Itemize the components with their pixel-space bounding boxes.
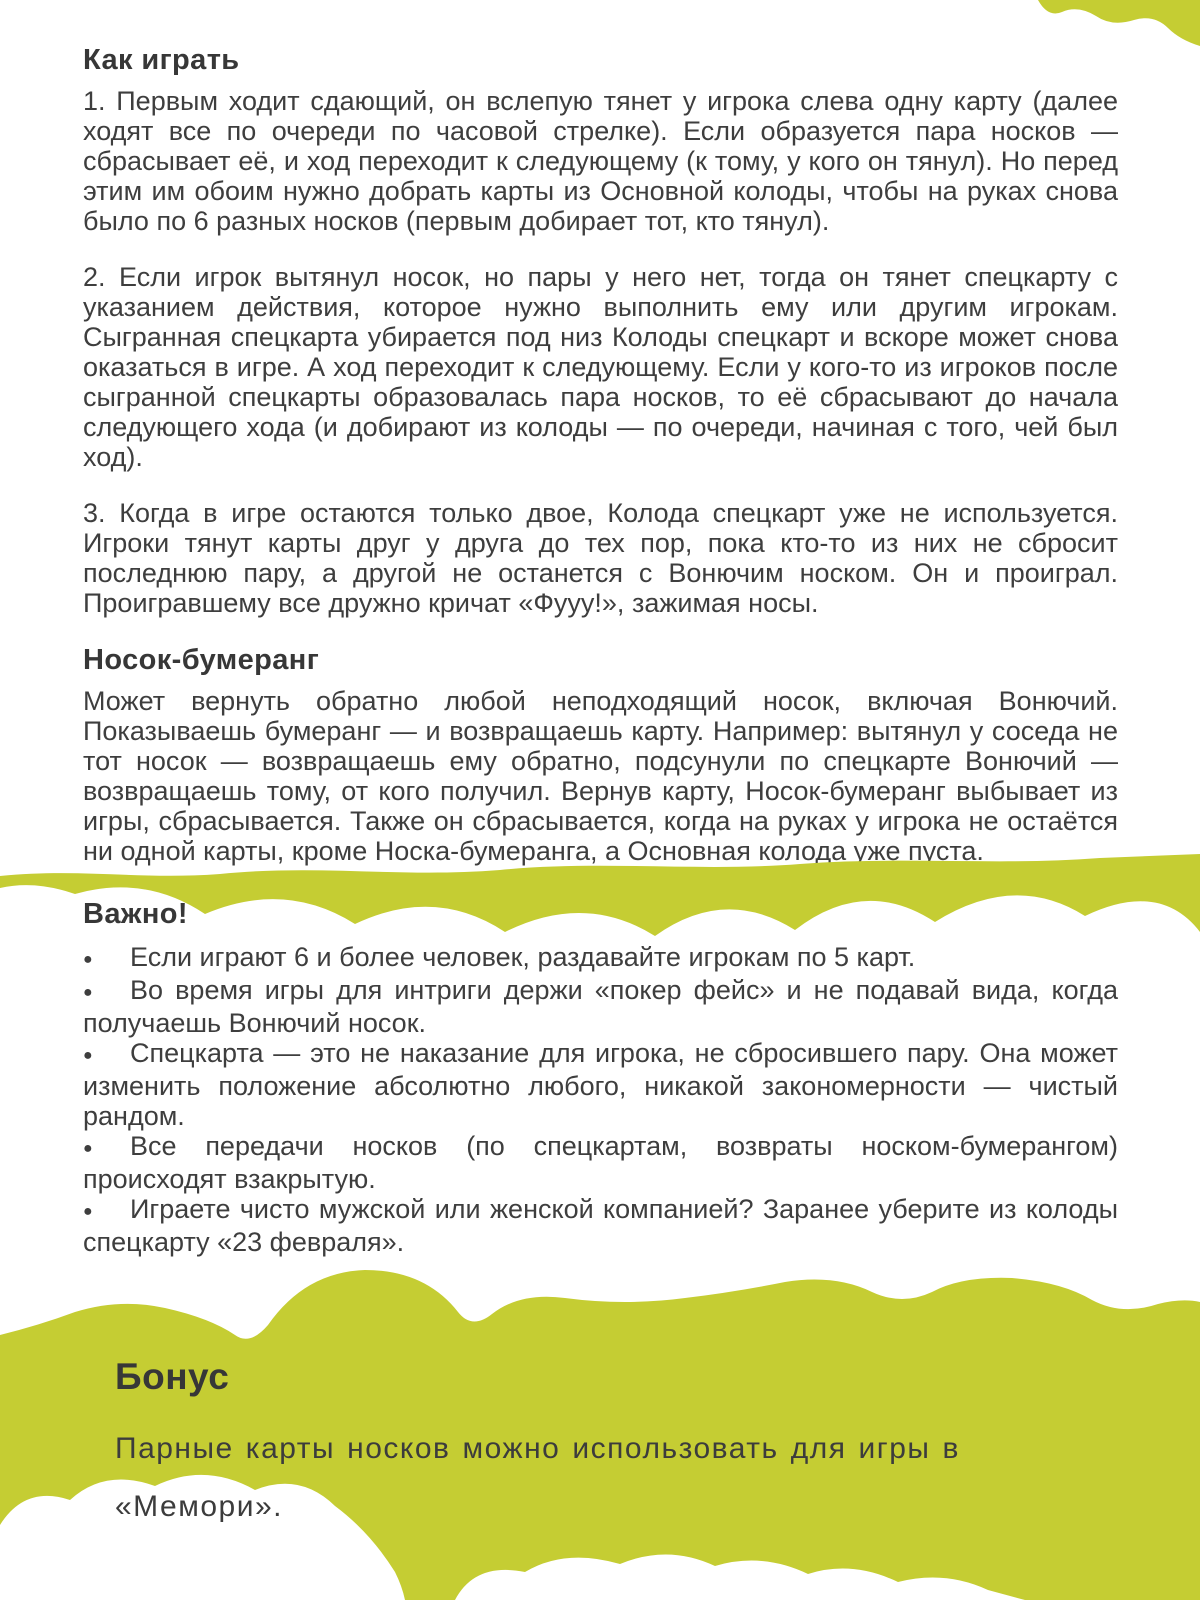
bullet-icon: ● <box>83 1203 93 1220</box>
list-item-text: Если играют 6 и более человек, раздавайте игрокам по 5 карт. <box>130 942 916 972</box>
boomerang-paragraph: Может вернуть обратно любой неподходящий носок, включая Вонючий. Показываешь бумеранг — и возвращаешь карту. Например: вытянул у соседа не тот носок — возвращаешь ему обратно, подсунули по спецкарте Вонючий — возвращаешь тому, от кого получил. Вернув карту, Носок-бумеранг выбывает из игры, сбрасывается. Также он сбрасывается, когда на руках у игрока не остаётся ни одной карты, кроме Носка-бумеранга, а Основная колода уже пуста. <box>83 686 1118 866</box>
section-title-how-to-play: Как играть <box>83 44 240 76</box>
rule-paragraph-2: 2. Если игрок вытянул носок, но пары у него нет, тогда он тянет спецкарту с указанием действия, которое нужно выполнить ему или другим игрокам. Сыгранная спецкарта убирается под низ Колоды спецкарт и вскоре может снова оказаться в игре. А ход переходит к следующему. Если у кого-то из игроков после сыгранной спецкарты образовалась пара носков, то её сбрасывают до начала следующего хода (и добирают из колоды — по очереди, начиная с того, чей был ход). <box>83 262 1118 472</box>
list-item <box>83 975 1118 1038</box>
bullet-icon: ● <box>83 1047 93 1064</box>
list-item-text: Все передачи носков (по спецкартам, возвраты носком-бумерангом) происходят взакрытую. <box>83 1131 1118 1194</box>
list-item-text: Спецкарта — это не наказание для игрока, не сбросившего пару. Она может изменить положение абсолютно любого, никакой закономерности — чистый рандом. <box>83 1038 1118 1131</box>
section-title-important: Важно! <box>83 898 188 930</box>
list-item-text: Играете чисто мужской или женской компанией? Заранее уберите из колоды спецкарту «23 февраля». <box>83 1194 1118 1257</box>
list-item <box>83 1038 1118 1131</box>
bullet-icon: ● <box>83 1140 93 1157</box>
rule-paragraph-3: 3. Когда в игре остаются только двое, Колода спецкарт уже не используется. Игроки тянут карты друг у друга до тех пор, пока кто-то из них не сбросит последнюю пару, а другой не останется с Вонючим носком. Он и проиграл. Проигравшему все дружно кричат «Фууу!», зажимая носы. <box>83 498 1118 618</box>
corner-cloud-decoration <box>1030 0 1200 48</box>
rules-text-block <box>83 44 1118 866</box>
section-title-bonus: Бонус <box>115 1356 230 1397</box>
rule-paragraph-1: 1. Первым ходит сдающий, он вслепую тянет у игрока слева одну карту (далее ходят все по очереди по часовой стрелке). Если образуется пара носков — сбрасывает её, и ход переходит к следующему (к тому, у кого он тянул). Но перед этим им обоим нужно добрать карты из Основной колоды, чтобы на руках снова было по 6 разных носков (первым добирает тот, кто тянул). <box>83 86 1118 236</box>
list-item-text: Во время игры для интриги держи «покер фейс» и не подавай вида, когда получаешь Вонючий носок. <box>83 975 1118 1038</box>
list-item <box>83 1131 1118 1194</box>
section-title-boomerang: Носок-бумеранг <box>83 644 320 676</box>
bullet-icon: ● <box>83 984 93 1001</box>
bullet-icon: ● <box>83 951 93 968</box>
bonus-text: Парные карты носков можно использовать для игры в «Мемори». <box>115 1432 960 1523</box>
list-item <box>83 942 1118 975</box>
important-list <box>83 942 1118 1257</box>
